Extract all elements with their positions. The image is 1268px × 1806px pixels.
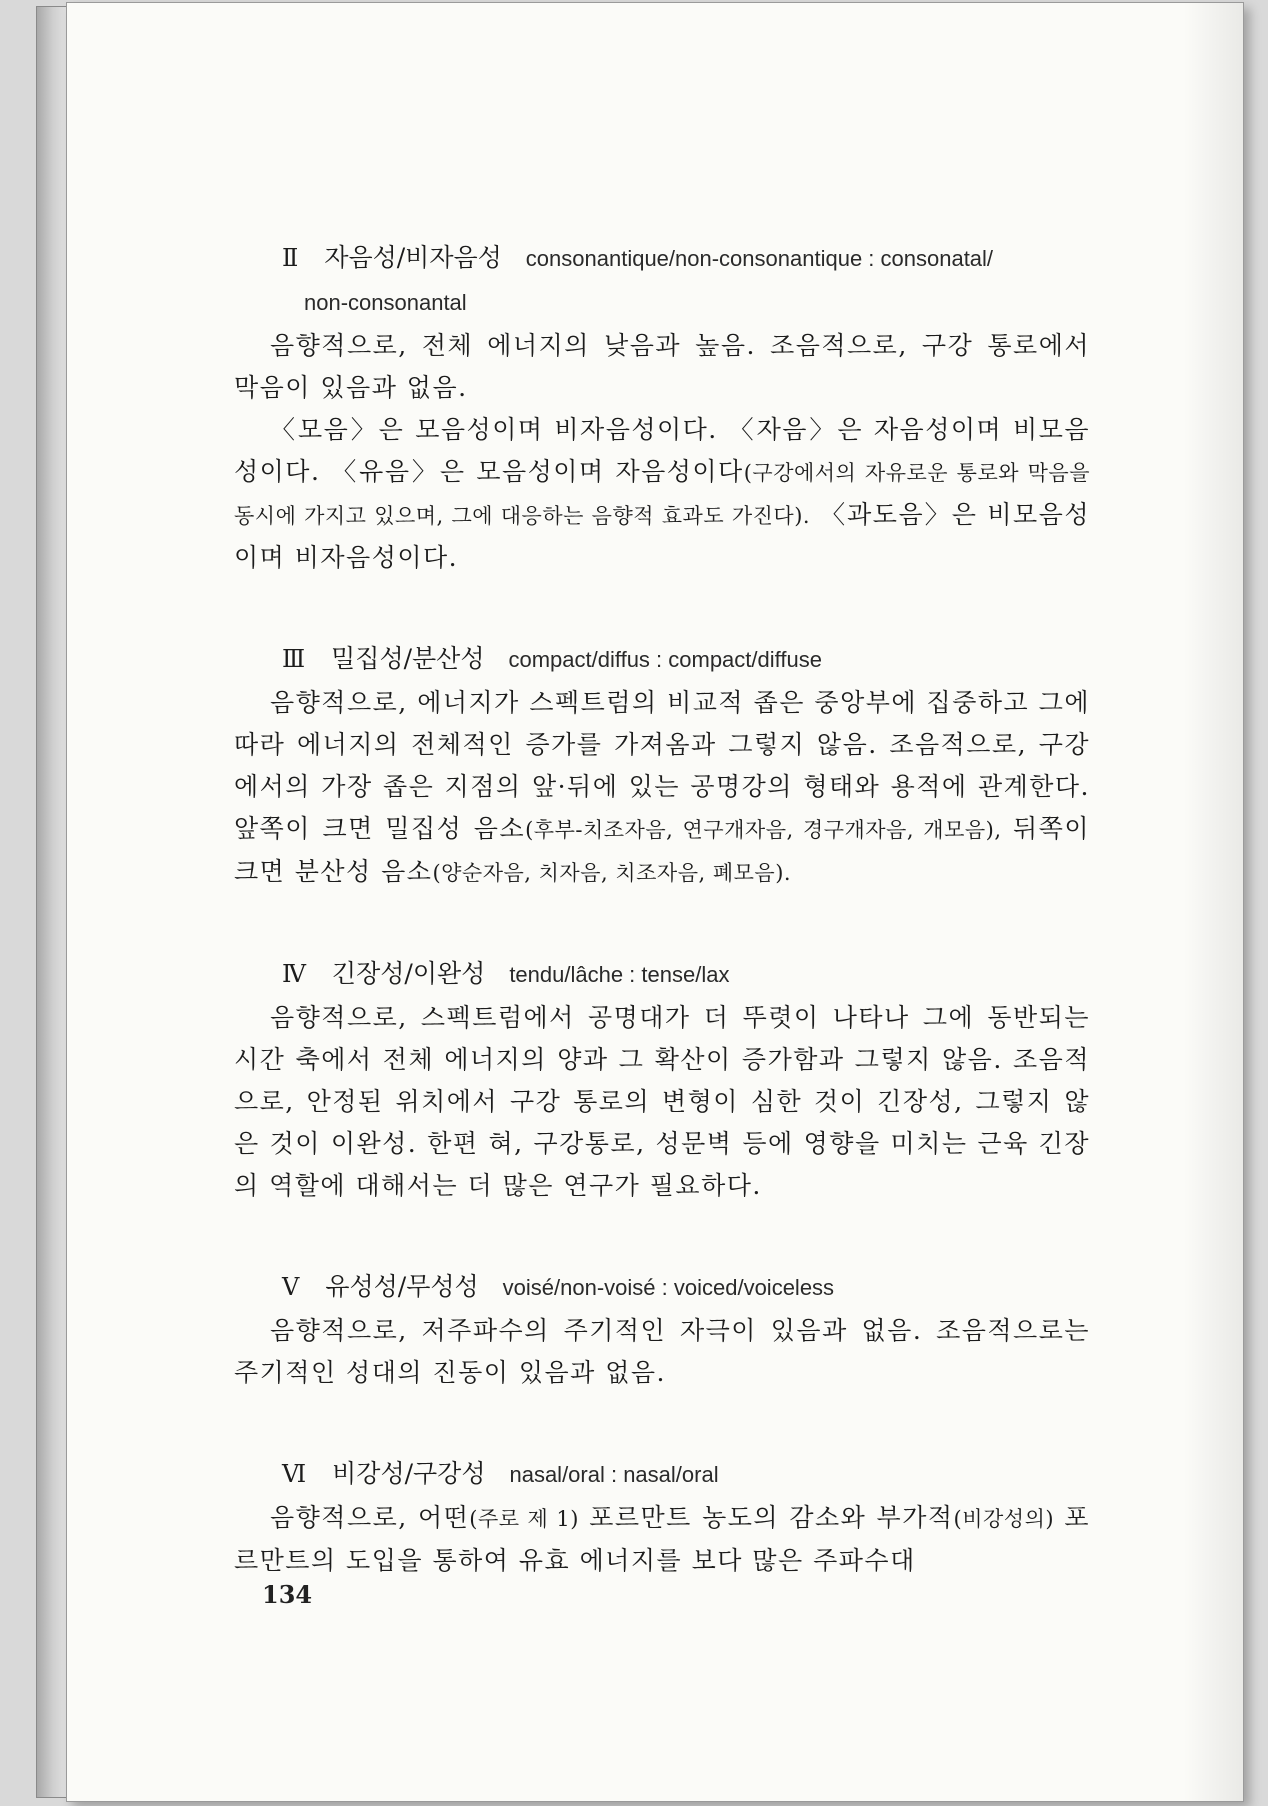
section-title-korean: 밀집성/분산성 (331, 644, 485, 673)
section-title-korean: 긴장성/이완성 (331, 959, 486, 988)
section-title-foreign-continued: non-consonantal (304, 290, 467, 315)
section-title-korean: 자음성/비자음성 (324, 243, 502, 272)
paragraph-text: 뒤쪽이 크면 분산성 음소 (234, 814, 1090, 886)
paragraph-text: 포르만트의 도입을 통하여 유효 에너지를 보다 많은 주파수대 (234, 1503, 1090, 1575)
paragraph-text: 〈과도음〉은 비모음성이며 비자음성이다. (234, 500, 1090, 572)
paragraph (234, 682, 1090, 894)
section-heading (282, 236, 1090, 281)
section-heading (282, 1265, 1090, 1310)
section-title-foreign: consonantique/non-consonantique : consonatal/ (525, 246, 994, 271)
section-title-foreign: compact/diffus : compact/diffuse (508, 647, 822, 672)
section-numeral: Ⅳ (282, 960, 306, 988)
section-title-korean: 유성성/무성성 (325, 1272, 479, 1301)
parenthetical-note: (비강성의) (953, 1507, 1055, 1531)
section-4 (234, 952, 1090, 1207)
paragraph (234, 1497, 1090, 1582)
section-title-foreign: nasal/oral : nasal/oral (509, 1462, 719, 1487)
section-heading (282, 637, 1090, 682)
parenthetical-note: (후부-치조자음, 연구개자음, 경구개자음, 개모음), (525, 818, 1002, 842)
page-content (234, 236, 1090, 1640)
section-3 (234, 637, 1090, 894)
section-numeral: Ⅴ (282, 1273, 300, 1301)
paragraph: 음향적으로, 저주파수의 주기적인 자극이 있음과 없음. 조음적으로는 주기적인 성대의 진동이 있음과 없음. (234, 1316, 1090, 1387)
section-5 (234, 1265, 1090, 1394)
section-2 (234, 236, 1090, 579)
parenthetical-note: (주로 제 1) (469, 1507, 579, 1531)
paragraph (234, 409, 1090, 579)
section-numeral: Ⅵ (282, 1460, 307, 1488)
parenthetical-note: (구강에서의 자유로운 통로와 막음을 동시에 가지고 있으며, 그에 대응하는 음향적 효과도 가진다). (234, 461, 1090, 528)
paragraph-text: 포르만트 농도의 감소와 부가적 (578, 1503, 954, 1532)
paragraph: 음향적으로, 전체 에너지의 낮음과 높음. 조음적으로, 구강 통로에서 막음이 있음과 없음. (234, 331, 1090, 402)
paragraph: 음향적으로, 스펙트럼에서 공명대가 더 뚜렷이 나타나 그에 동반되는 시간 축에서 전체 에너지의 양과 그 확산이 증가함과 그렇지 않음. 조음적으로, 안정된 위치에서 구강 통로의 변형이 심한 것이 긴장성, 그렇지 않은 것이 이완성. 한편 혀, 구강통로, 성문벽 등에 영향을 미치는 근육 긴장의 역할에 대해서는 더 많은 연구가 필요하다. (234, 1003, 1090, 1200)
page-number: 134 (262, 1580, 313, 1609)
section-numeral: Ⅱ (282, 244, 299, 272)
section-6 (234, 1452, 1090, 1582)
parenthetical-note: (양순자음, 치자음, 치조자음, 폐모음). (432, 861, 792, 885)
paragraph-text: 〈모음〉은 모음성이며 비자음성이다. 〈자음〉은 자음성이며 비모음성이다. 〈유음〉은 모음성이며 자음성이다 (234, 415, 1090, 486)
section-heading (282, 952, 1090, 997)
section-title-foreign: tendu/lâche : tense/lax (509, 962, 730, 987)
section-numeral: Ⅲ (282, 645, 306, 673)
section-title-foreign: voisé/non-voisé : voiced/voiceless (502, 1275, 835, 1300)
section-title-korean: 비강성/구강성 (332, 1459, 486, 1488)
section-heading (282, 1452, 1090, 1497)
paragraph-text: 음향적으로, 어떤 (270, 1503, 470, 1532)
paragraph-text: 음향적으로, 에너지가 스펙트럼의 비교적 좁은 중앙부에 집중하고 그에 따라 에너지의 전체적인 증가를 가져옴과 그렇지 않음. 조음적으로, 구강에서의 가장 좁은 지점의 앞·뒤에 있는 공명강의 형태와 용적에 관계한다. 앞쪽이 크면 밀집성 음소 (234, 688, 1090, 843)
page-shade (1183, 3, 1243, 1801)
